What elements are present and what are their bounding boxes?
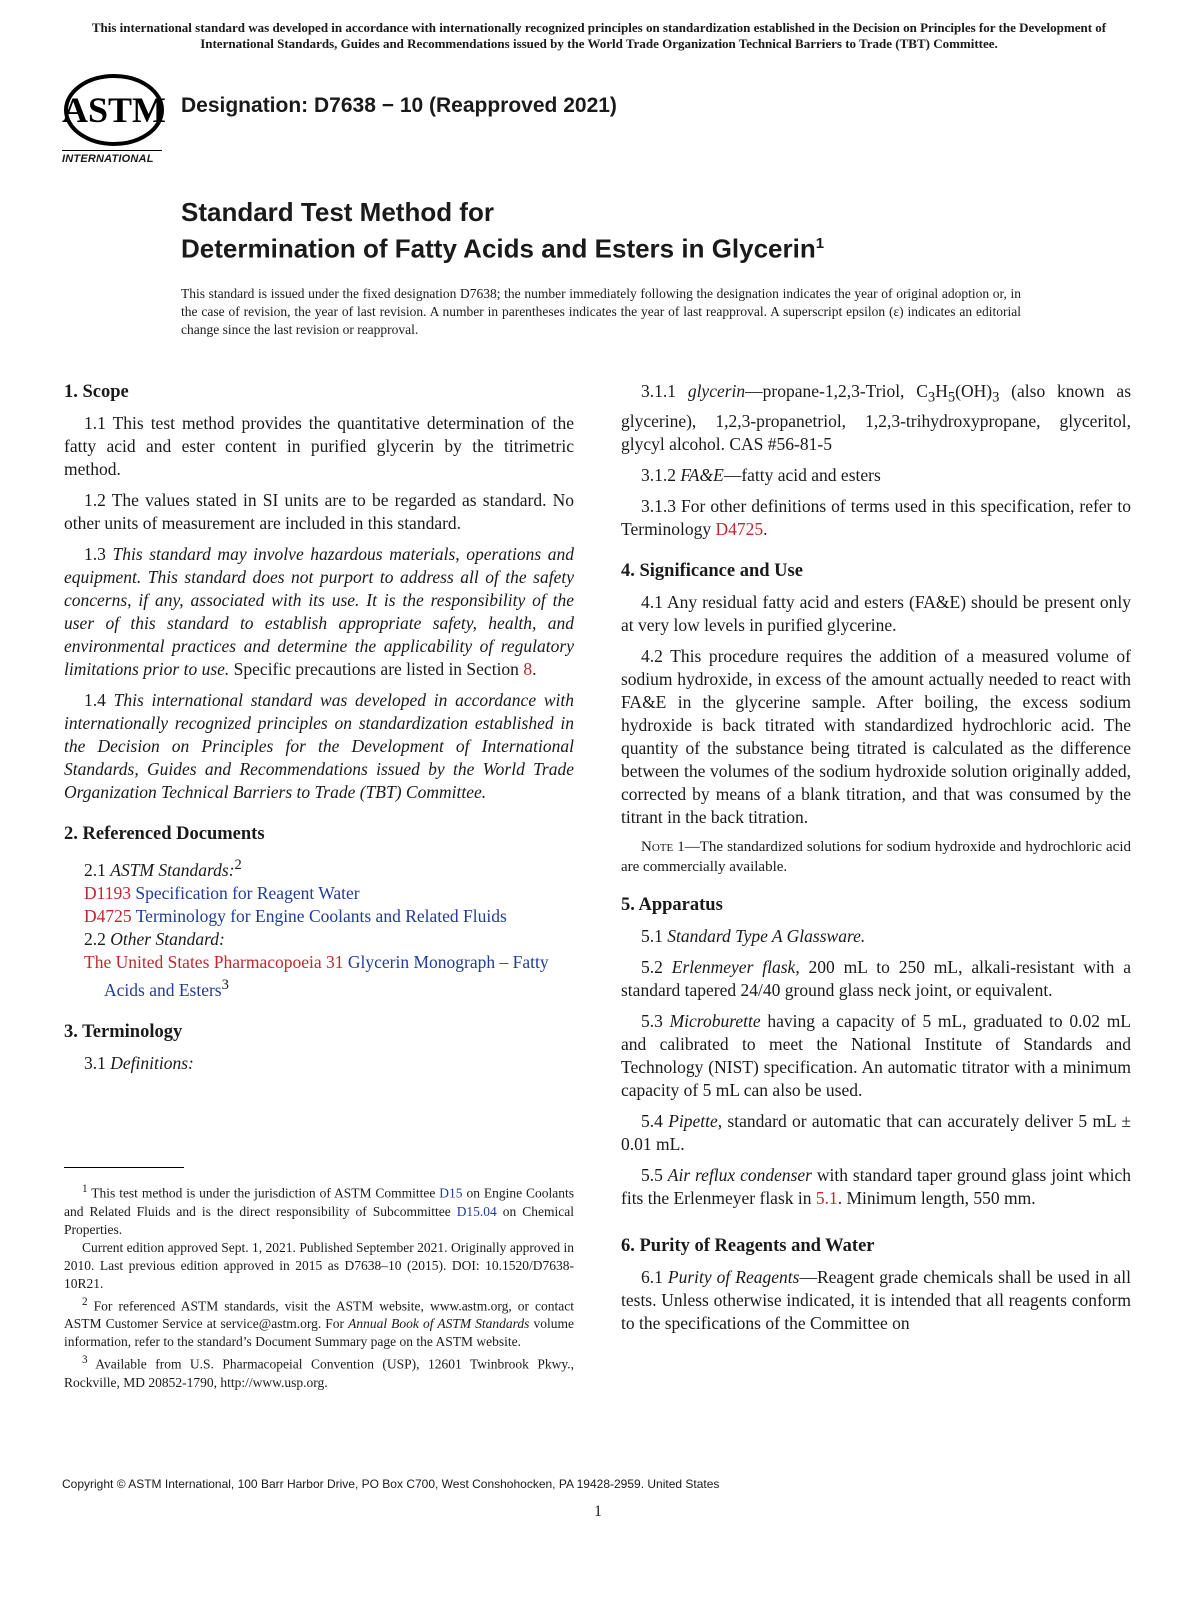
right-column [621,380,1131,1343]
document-title [181,196,824,265]
ref-d1193[interactable]: D1193 Specification for Reagent Water [84,882,360,903]
title-footnote-mark: 1 [815,235,825,252]
ref-usp[interactable]: The United States Pharmacopoeia 31 Glycerin Monograph – Fatty Acids and Esters$^3$ [84,951,549,1000]
footnote-2: $^2$ For referenced ASTM standards, visit the ASTM website, www.astm.org, or contact ASTM Customer Service at service@astm.org. For Annual Book of ASTM Standards volume information, refer to the standard’s Document Summary page on the ASTM website. [64,1295,574,1349]
para-5-3: 5.3 Microburette having a capacity of 5 mL, graduated to 0.02 mL and calibrated to meet the National Institute of Standards and Technology (NIST) specification. An automatic titrator with a minimum capacity of 5 mL can also be used. [621,1010,1131,1100]
section-4-heading: 4. Significance and Use [621,560,803,581]
para-1-4: 1.4 This international standard was developed in accordance with internationally recognized principles on standardization established in the Decision on Principles for the Development of International Standards, Guides and Recommendations issued by the World Trade Organization Technical Barriers to Trade (TBT) Committee. [64,690,575,802]
footnote-1-edition: Current edition approved Sept. 1, 2021. Published September 2021. Originally approved in 2010. Last previous edition approved in 2015 as D7638–10 (2015). DOI: 10.1520/D7638-10R21. [64,1239,574,1291]
para-4-1: 4.1 Any residual fatty acid and esters (FA&E) should be present only at very low levels in purified glycerine. [621,591,1131,635]
para-3-1-3: 3.1.3 For other definitions of terms used in this specification, refer to Terminology D4725. [621,495,1131,539]
para-5-4: 5.4 Pipette, standard or automatic that can accurately deliver 5 mL ± 0.01 mL. [621,1110,1132,1154]
section-5-heading: 5. Apparatus [621,894,723,915]
para-1-1: 1.1 This test method provides the quantitative determination of the fatty acid and ester content in purified glycerin by the titrimetric method. [64,413,574,479]
para-5-1: 5.1 Standard Type A Glassware. [641,925,866,946]
footnote-3: $^3$ Available from U.S. Pharmacopeial Convention (USP), 12601 Twinbrook Pkwy., Rockville, MD 20852-1790, http://www.usp.org. [64,1354,574,1390]
para-6-1: 6.1 Purity of Reagents—Reagent grade chemicals shall be used in all tests. Unless otherwise indicated, it is intended that all reagents conform to the specifications of the Committee on [621,1266,1131,1333]
logo-text: ASTM [62,90,166,130]
footnotes [64,1180,574,1392]
footnote-1: $^1$ This test method is under the jurisdiction of ASTM Committee D15 on Engine Coolants and Related Fluids and is the direct responsibility of Subcommittee D15.04 on Chemical Properties. [64,1183,574,1237]
title-line-1: Standard Test Method for [181,197,494,227]
section-1-heading: 1. Scope [64,382,129,402]
d4725-link[interactable]: D4725 [715,518,764,539]
title-line-2: Determination of Fatty Acids and Esters in Glycerin$^1$ [181,233,825,264]
left-column [64,380,574,1075]
para-3-1: 3.1 Definitions: [84,1052,194,1073]
d15-link[interactable]: D15 [439,1185,463,1201]
section-2-heading: 2. Referenced Documents [64,824,265,844]
issue-note: This standard is issued under the fixed designation D7638; the number immediately following the designation indicates the year of original adoption or, in the case of revision, the year of last revision. A number in parentheses indicates the year of last reapproval. A superscript epsilon (ε) indicates an editorial change since the last revision or reapproval. [181,286,1021,337]
para-1-2: 1.2 The values stated in SI units are to be regarded as standard. No other units of measurement are included in this standard. [64,490,574,533]
wto-notice: This international standard was developed in accordance with internationally recognized principles on standardization established in the Decision on Principles for the Development of International Standards, Guides and Recommendations issued by the World Trade Organization Technical Barriers to Trade (TBT) Committee. [91,20,1107,51]
section-5-1-link[interactable]: 5.1 [815,1187,838,1208]
astm-logo [62,70,166,166]
copyright: Copyright © ASTM International, 100 Barr Harbor Drive, PO Box C700, West Conshohocken, PA 19428-2959. United States [62,1477,720,1491]
ref-d4725[interactable]: D4725 Terminology for Engine Coolants and Related Fluids [84,905,507,926]
para-4-2: 4.2 This procedure requires the addition of a measured volume of sodium hydroxide, in excess of the amount actually needed to react with FA&E in the glycerine sample. After boiling, the excess sodium hydroxide is back titrated with standardized hydrochloric acid. The quantity of the substance being titrated is calculated as the difference between the volumes of the sodium hydroxide solution originally added, corrected by means of a blank titration, and that was consumed by the titrant in the back titration. [621,645,1131,827]
section-6-heading: 6. Purity of Reagents and Water [621,1235,875,1256]
page-number: 1 [594,1503,602,1520]
d15-04-link[interactable]: D15.04 [456,1203,497,1219]
para-3-1-1: 3.1.1 glycerin—propane-1,2,3-Triol, $C_3H_5(OH)_3$ (also known as glycerine), 1,2,3-propanetriol, 1,2,3-trihydroxypropane, glyceritol, glycyl alcohol. CAS #56-81-5 [621,381,1132,454]
note-1: Note 1—The standardized solutions for sodium hydroxide and hydrochloric acid are commercially available. [621,838,1132,875]
section-3-heading: 3. Terminology [64,1021,183,1042]
logo-subtext: INTERNATIONAL [62,150,162,165]
para-5-5: 5.5 Air reflux condenser with standard taper ground glass joint which fits the Erlenmeyer flask in 5.1. Minimum length, 550 mm. [621,1164,1131,1208]
para-3-1-2: 3.1.2 FA&E—fatty acid and esters [641,464,881,485]
para-1-3: 1.3 This standard may involve hazardous materials, operations and equipment. This standard does not purport to address all of the safety concerns, if any, associated with its use. It is the responsibility of the user of this standard to establish appropriate safety, health, and environmental practices and determine the applicability of regulatory limitations prior to use. Specific precautions are listed in Section 8. [64,544,574,679]
para-2-2: 2.2 Other Standard: [84,928,225,949]
para-5-2: 5.2 Erlenmeyer flask, 200 mL to 250 mL, alkali-resistant with a standard tapered 24/40 ground glass neck joint, or equivalent. [621,956,1132,1000]
designation: Designation: D7638 − 10 (Reapproved 2021) [181,94,617,117]
para-2-1: 2.1 ASTM Standards:$^2$ [84,857,242,880]
section-8-link[interactable]: 8 [523,659,533,679]
footnote-rule [64,1167,184,1168]
astm-logo-graphic [62,70,166,150]
